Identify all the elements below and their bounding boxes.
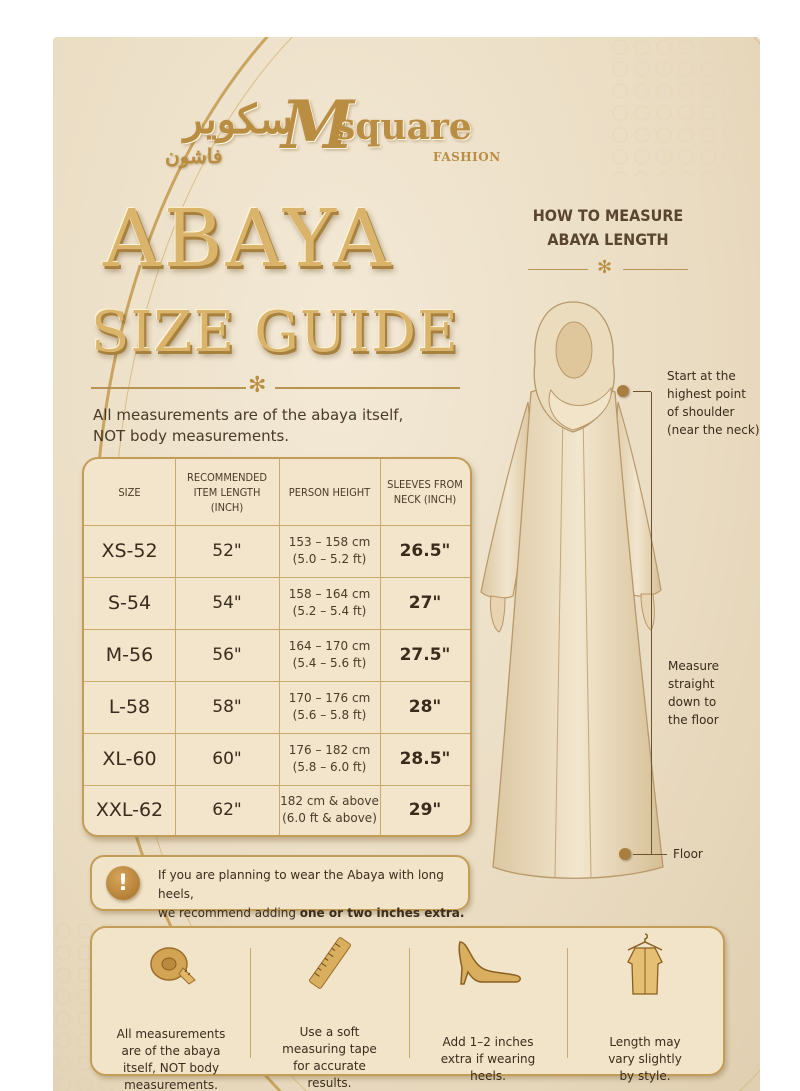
tip-line: measurements. (124, 1078, 218, 1091)
cell-height-ft: (5.4 – 5.6 ft) (292, 656, 367, 670)
note-line-2: NOT body measurements. (93, 427, 290, 445)
star-ornament-icon: ✻ (597, 257, 613, 278)
header-item-length (175, 459, 279, 525)
measuring-tape-roll-icon (147, 938, 197, 988)
how-divider-right (623, 269, 688, 270)
heels-line-2 (158, 904, 468, 923)
tip-line: heels. (470, 1069, 506, 1083)
abaya-figure-illustration (473, 292, 673, 892)
star-ornament-icon: ✻ (248, 373, 267, 398)
logo-fashion-text: FASHION (433, 150, 501, 164)
header-item-length-line: (INCH) (210, 500, 244, 514)
cell-height-cm: 158 – 164 cm (288, 587, 371, 601)
cell-height (279, 629, 380, 681)
ruler-icon (305, 936, 355, 990)
start-label-line: (near the neck) (667, 423, 760, 437)
cell-size: XXL-62 (95, 799, 164, 821)
cell-sleeves: 26.5" (399, 541, 451, 561)
brand-logo (103, 86, 501, 172)
measure-label-line: Measure (668, 659, 719, 673)
cell-length: 62" (212, 800, 242, 820)
shoulder-tick (633, 391, 651, 392)
size-table (82, 457, 472, 837)
tip-line: vary slightly (608, 1052, 682, 1066)
logo-arabic-text: سكوير (183, 96, 293, 143)
how-divider-left (528, 269, 588, 270)
abaya-on-hanger-icon (620, 932, 670, 996)
heels-line-2-pre: we recommend adding (158, 906, 300, 920)
high-heel-icon (454, 938, 524, 988)
floor-point-marker (619, 848, 631, 860)
tip-line: for accurate (293, 1059, 366, 1073)
measure-label-line: down to (668, 695, 717, 709)
tip-line: Add 1–2 inches (442, 1035, 534, 1049)
cell-height-cm: 153 – 158 cm (288, 535, 371, 549)
floor-tick (633, 854, 667, 855)
divider-right (275, 387, 460, 389)
header-sleeves-line: NECK (INCH) (393, 493, 457, 506)
cell-height-cm: 182 cm & above (280, 794, 379, 808)
geometric-pattern (610, 37, 760, 177)
measure-label-line: straight (668, 677, 715, 691)
cell-length: 52" (212, 541, 242, 561)
tip-text (92, 1026, 250, 1091)
tip-line: itself, NOT body (122, 1061, 220, 1075)
measurement-line (651, 392, 652, 854)
divider-left (91, 387, 246, 389)
cell-height (279, 681, 380, 733)
heels-notice (90, 855, 470, 920)
cell-sleeves: 29" (408, 800, 442, 820)
cell-height-cm: 170 – 176 cm (288, 691, 371, 705)
cell-height-cm: 164 – 170 cm (288, 639, 371, 653)
cell-size: XS-52 (101, 540, 158, 562)
cell-height-cm: 176 – 182 cm (288, 743, 371, 757)
cell-height (279, 785, 380, 835)
cell-size: M-56 (105, 644, 154, 666)
floor-label: Floor (673, 847, 703, 861)
cell-sleeves: 28.5" (399, 749, 451, 769)
tip-text (250, 1024, 409, 1091)
header-item-length-line: RECOMMENDED (186, 470, 268, 484)
start-label-line: of shoulder (667, 405, 735, 419)
heels-notice-text (158, 866, 468, 923)
cell-length: 54" (212, 593, 242, 613)
how-to-line-2: ABAYA LENGTH (547, 230, 669, 249)
logo-arabic-subtext: فاشون (165, 144, 223, 168)
size-guide-poster (53, 37, 760, 1091)
header-size: SIZE (118, 485, 141, 499)
tips-panel (90, 926, 725, 1091)
page-title: ABAYA (103, 192, 394, 285)
how-to-measure-title (508, 204, 708, 252)
tip-line: All measurements (116, 1027, 226, 1041)
cell-height-ft: (5.6 – 5.8 ft) (292, 708, 367, 722)
cell-height-ft: (6.0 ft & above) (282, 811, 377, 825)
header-item-length-line: ITEM LENGTH (193, 485, 261, 499)
tip-line: Use a soft (299, 1025, 360, 1039)
page-subtitle: SIZE GUIDE (91, 300, 459, 365)
header-sleeves (380, 459, 470, 525)
start-label (667, 367, 760, 439)
cell-height (279, 525, 380, 577)
cell-size: S-54 (107, 592, 152, 614)
tip-line: Length may (609, 1035, 681, 1049)
measure-label (668, 657, 719, 729)
heels-line-2-bold: one or two inches extra. (299, 906, 465, 920)
note-line-1: All measurements are of the abaya itself, (93, 406, 404, 424)
tip-item (409, 928, 567, 1083)
cell-sleeves: 27.5" (399, 645, 451, 665)
logo-square-text: square (335, 106, 472, 148)
tip-item (567, 928, 723, 1083)
tip-text (567, 1034, 723, 1085)
tip-line: are of the abaya (121, 1044, 221, 1058)
heels-line-1: If you are planning to wear the Abaya with long heels, (158, 868, 444, 901)
cell-size: L-58 (108, 696, 151, 718)
cell-length: 58" (212, 697, 242, 717)
cell-sleeves: 28" (408, 697, 442, 717)
header-sleeves-line: SLEEVES FROM (387, 478, 463, 491)
start-label-line: highest point (667, 387, 746, 401)
cell-height-ft: (5.0 – 5.2 ft) (292, 552, 367, 566)
measure-label-line: the floor (668, 713, 719, 727)
tip-line: results. (307, 1076, 352, 1090)
header-person-height: PERSON HEIGHT (288, 485, 371, 499)
tip-line: by style. (619, 1069, 671, 1083)
logo-m-letter: M (281, 86, 355, 164)
cell-length: 60" (212, 749, 242, 769)
shoulder-point-marker (617, 385, 629, 397)
measurement-note (93, 405, 413, 447)
tip-item (92, 928, 250, 1091)
tip-line: extra if wearing (440, 1052, 536, 1066)
cell-height (279, 733, 380, 785)
tip-item (250, 928, 409, 1090)
cell-sleeves: 27" (408, 593, 442, 613)
tip-text (409, 1034, 567, 1085)
exclamation-icon: ! (106, 866, 140, 900)
cell-height-ft: (5.8 – 6.0 ft) (292, 760, 367, 774)
cell-length: 56" (212, 645, 242, 665)
cell-height (279, 577, 380, 629)
tip-line: measuring tape (282, 1042, 377, 1056)
cell-size: XL-60 (102, 748, 157, 770)
cell-height-ft: (5.2 – 5.4 ft) (292, 604, 367, 618)
start-label-line: Start at the (667, 369, 736, 383)
how-to-line-1: HOW TO MEASURE (532, 206, 684, 225)
